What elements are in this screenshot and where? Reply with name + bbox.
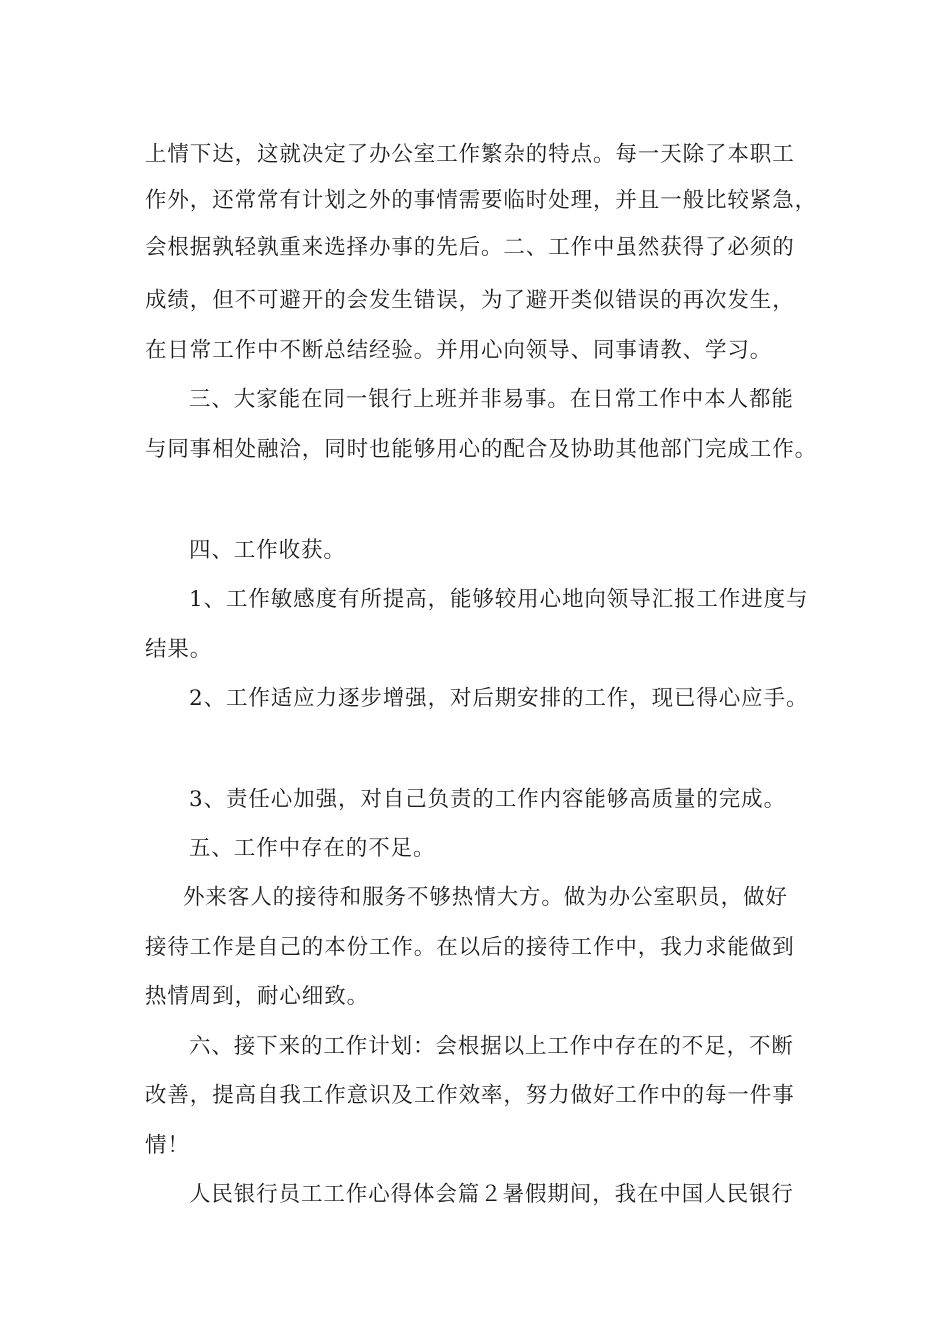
text-line: 人民银行员工工作心得体会篇２暑假期间，我在中国人民银行 [189,1182,794,1207]
text-line: 作外，还常常有计划之外的事情需要临时处理，并且一般比较紧急， [145,188,818,213]
text-line: 与同事相处融洽，同时也能够用心的配合及协助其他部门完成工作。 [145,437,818,462]
list-item: 1、工作敏感度有所提高，能够较用心地向领导汇报工作进度与 [189,587,809,612]
text-line: 热情周到，耐心细致。 [145,984,370,1009]
text-line: 外来客人的接待和服务不够热情大方。做为办公室职员，做好 [183,885,788,910]
section-heading: 六、接下来的工作计划：会根据以上工作中存在的不足，不断 [189,1034,794,1059]
text-line: 改善，提高自我工作意识及工作效率，努力做好工作中的每一件事 [145,1083,795,1108]
text-line: 三、大家能在同一银行上班并非易事。在日常工作中本人都能 [189,387,794,412]
list-item: 2、工作适应力逐步增强，对后期安排的工作，现已得心应手。 [189,686,809,711]
text-line: 成绩，但不可避开的会发生错误，为了避开类似错误的再次发生， [145,288,795,313]
text-line: 上情下达，这就决定了办公室工作繁杂的特点。每一天除了本职工 [145,142,795,167]
section-heading: 四、工作收获。 [189,538,346,563]
section-heading: 五、工作中存在的不足。 [189,836,436,861]
text-line: 接待工作是自己的本份工作。在以后的接待工作中，我力求能做到 [145,935,795,960]
text-line: 情！ [145,1133,190,1158]
list-item: 3、责任心加强，对自己负责的工作内容能够高质量的完成。 [189,787,786,812]
text-line: 会根据孰轻孰重来选择办事的先后。二、工作中虽然获得了必须的 [145,235,795,260]
text-line: 结果。 [145,637,213,662]
text-line: 在日常工作中不断总结经验。并用心向领导、同事请教、学习。 [145,338,773,363]
